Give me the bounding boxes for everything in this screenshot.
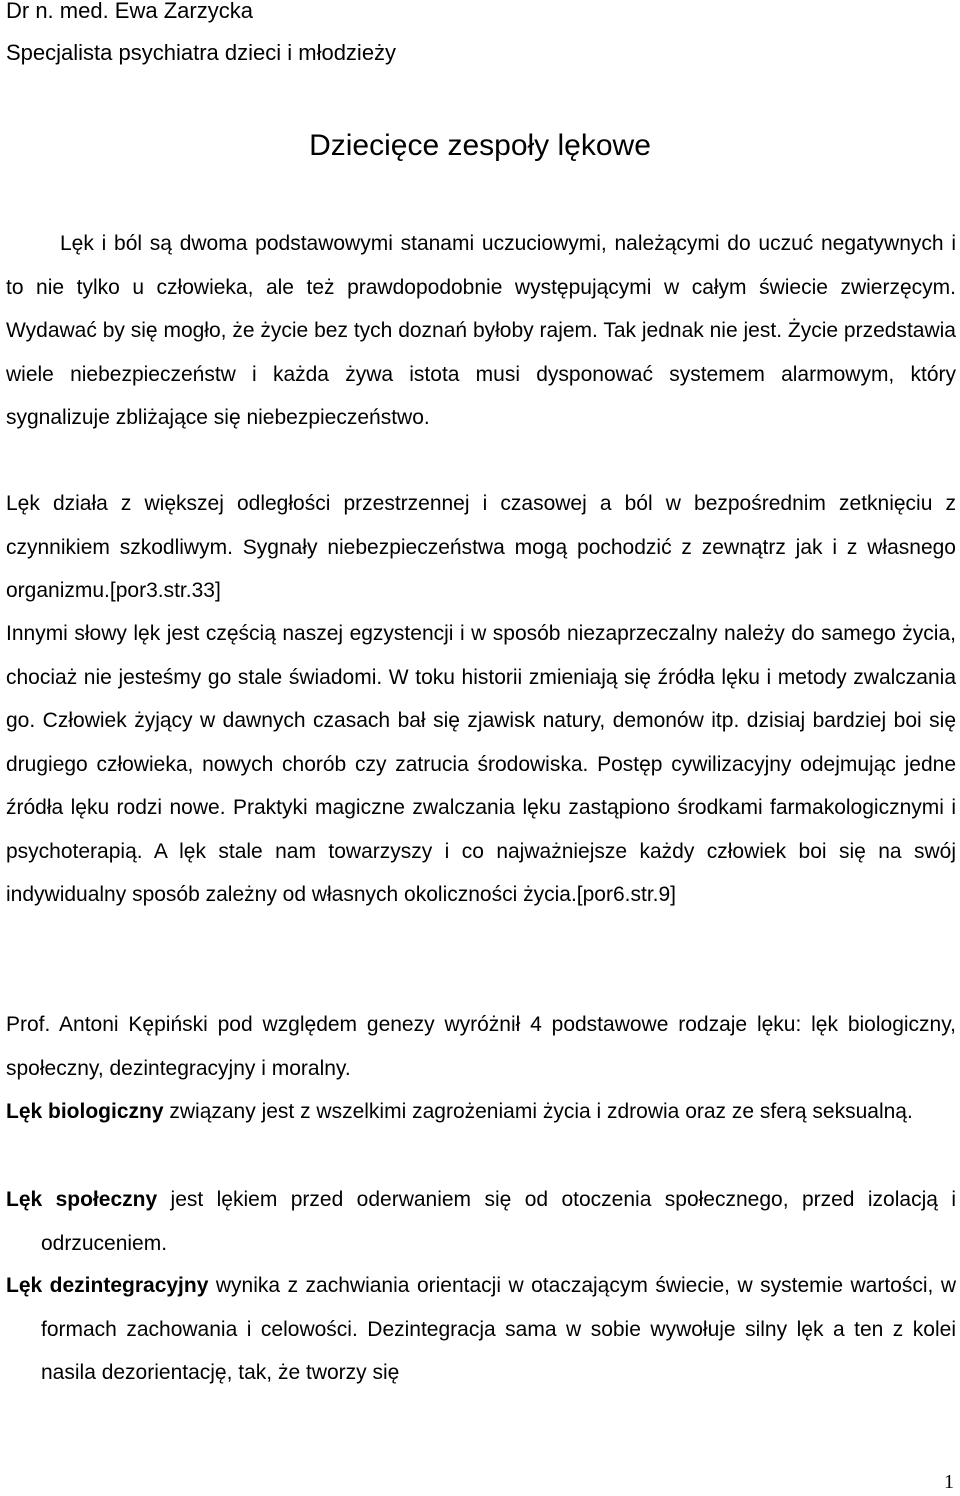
- text-biological: związany jest z wszelkimi zagrożeniami życia i zdrowia oraz ze sferą seksualną.: [163, 1100, 913, 1123]
- document-title-text: Dziecięce zespoły lękowe: [309, 129, 651, 162]
- paragraph-disintegration: [6, 1264, 956, 1395]
- author-specialty: Specjalista psychiatra dzieci i młodzieży: [6, 40, 397, 65]
- term-biological: Lęk biologiczny: [6, 1100, 164, 1123]
- term-disintegration: Lęk dezintegracyjny: [6, 1274, 209, 1297]
- text-social: jest lękiem przed oderwaniem się od otoczenia społecznego, przed izolacją i odrzuceniem.: [41, 1188, 956, 1255]
- paragraph-biological: [6, 1090, 956, 1134]
- paragraph-kepinski: Prof. Antoni Kępiński pod względem genezy wyróżnił 4 podstawowe rodzaje lęku: lęk biologiczny, społeczny, dezintegracyjny i moralny.: [6, 1013, 956, 1080]
- paragraph-intro: Lęk i ból są dwoma podstawowymi stanami uczuciowymi, należącymi do uczuć negatywnych i to nie tylko u człowieka, ale też prawdopodobnie występującymi w całym świecie zwierzęcym. Wydawać by się mogło, że życie bez tych doznań byłoby rajem. Tak jednak nie jest. Życie przedstawia wiele niebezpieczeństw i każda żywa istota musi dysponować systemem alarmowym, który sygnalizuje zbliżające się niebezpieczeństwo.: [6, 232, 956, 429]
- paragraph-distance: Lęk działa z większej odległości przestrzennej i czasowej a ból w bezpośrednim zetknięciu z czynnikiem szkodliwym. Sygnały niebezpieczeństwa mogą pochodzić z zewnątrz jak i z własnego organizmu.[por3.str.33]: [6, 492, 956, 602]
- paragraph-social: [6, 1178, 956, 1265]
- term-social: Lęk społeczny: [6, 1188, 158, 1211]
- author-name: Dr n. med. Ewa Zarzycka: [6, 0, 253, 23]
- text-disintegration: wynika z zachwiania orientacji w otaczającym świecie, w systemie wartości, w formach zachowania i celowości. Dezintegracja sama w sobie wywołuje silny lęk a ten z kolei nasila dezorientację, tak, że tworzy się: [41, 1274, 956, 1384]
- paragraph-history: Innymi słowy lęk jest częścią naszej egzystencji i w sposób niezaprzeczalny należy do samego życia, chociaż nie jesteśmy go stale świadomi. W toku historii zmieniają się źródła lęku i metody zwalczania go. Człowiek żyjący w dawnych czasach bał się zjawisk natury, demonów itp. dzisiaj bardziej boi się drugiego człowieka, nowych chorób czy zatrucia środowiska. Postęp cywilizacyjny odejmując jedne źródła lęku rodzi nowe. Praktyki magiczne zwalczania lęku zastąpiono środkami farmakologicznymi i psychoterapią. A lęk stale nam towarzyszy i co najważniejsze każdy człowiek boi się na swój indywidualny sposób zależny od własnych okoliczności życia.[por6.str.9]: [6, 622, 956, 906]
- page-number: 1: [944, 1471, 954, 1493]
- document-title: [0, 128, 960, 164]
